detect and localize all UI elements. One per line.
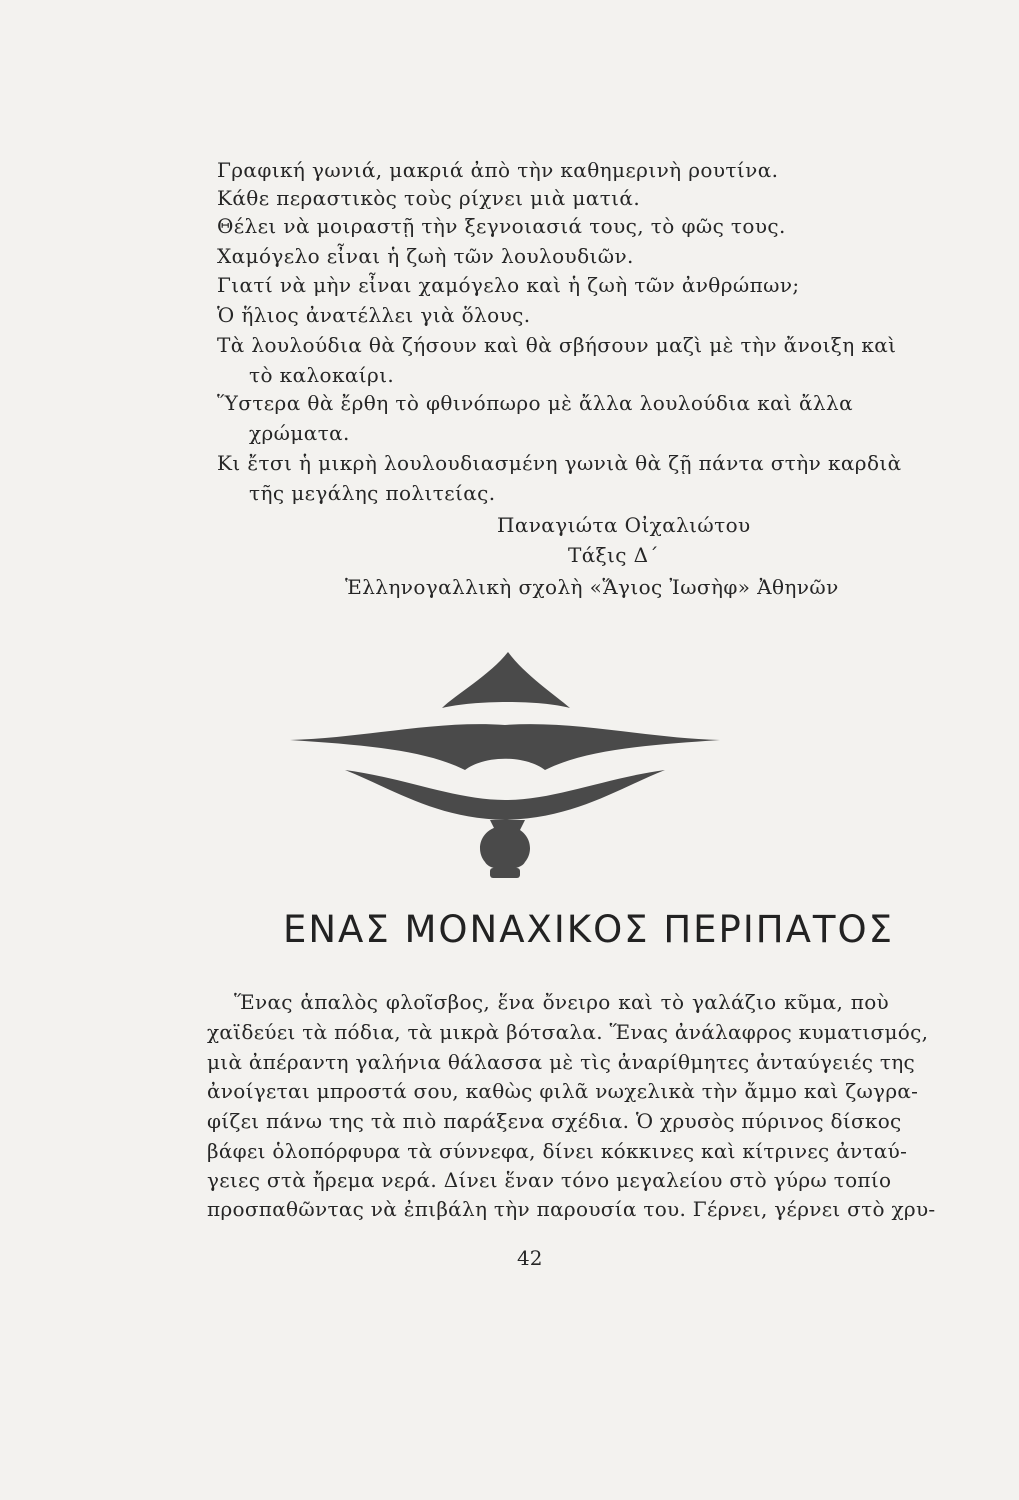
poem-line: Χαμόγελο εἶναι ἡ ζωὴ τῶν λουλουδιῶν. [217, 244, 634, 268]
decorative-vignette-icon [285, 650, 725, 890]
poem-line: Κάθε περαστικὸς τοὺς ρίχνει μιὰ ματιά. [217, 186, 641, 210]
ornament-lower-wing [345, 770, 665, 820]
poem-line: τὸ καλοκαίρι. [249, 363, 395, 387]
article-line: χαϊδεύει τὰ πόδια, τὰ μικρὰ βότσαλα. Ἕνας ἀνάλαφρος κυματισμός, [207, 1020, 929, 1044]
poem-line: Κι ἔτσι ἡ μικρὴ λουλουδιασμένη γωνιὰ θὰ ζῇ πάντα στὴν καρδιὰ [217, 451, 902, 475]
poem-line: Ὕστερα θὰ ἔρθη τὸ φθινόπωρο μὲ ἄλλα λουλούδια καὶ ἄλλα [217, 391, 853, 415]
article-line: ἀνοίγεται μπροστά σου, καθὼς φιλᾶ νωχελικὰ τὴν ἄμμο καὶ ζωγρα- [207, 1079, 919, 1103]
article-title: ΕΝΑΣ ΜΟΝΑΧΙΚΟΣ ΠΕΡΙΠΑΤΟΣ [283, 908, 894, 951]
poem-line: χρώματα. [249, 421, 350, 445]
page-number: 42 [517, 1246, 543, 1270]
article-line: Ἕνας ἁπαλὸς φλοῖσβος, ἕνα ὄνειρο καὶ τὸ γαλάζιο κῦμα, ποὺ [234, 990, 889, 1014]
author-class: Τάξις Δ΄ [568, 543, 659, 567]
ornament-base [480, 826, 530, 870]
poem-line: τῆς μεγάλης πολιτείας. [249, 481, 496, 505]
ornament-foot [490, 868, 520, 878]
ornament-upper-wing [290, 724, 720, 770]
article-line: γειες στὰ ἤρεμα νερά. Δίνει ἕναν τόνο μεγαλείου στὸ γύρω τοπίο [207, 1168, 892, 1192]
school-name: Ἑλληνογαλλικὴ σχολὴ «Ἅγιος Ἰωσὴφ» Ἀθηνῶν [345, 575, 839, 599]
article-line: προσπαθῶντας νὰ ἐπιβάλη τὴν παρουσία του. Γέρνει, γέρνει στὸ χρυ- [207, 1197, 936, 1221]
poem-line: Γιατί νὰ μὴν εἶναι χαμόγελο καὶ ἡ ζωὴ τῶν ἀνθρώπων; [217, 273, 800, 297]
poem-line: Τὰ λουλούδια θὰ ζήσουν καὶ θὰ σβήσουν μαζὶ μὲ τὴν ἄνοιξη καὶ [217, 333, 897, 357]
article-line: φίζει πάνω της τὰ πιὸ παράξενα σχέδια. Ὁ χρυσὸς πύρινος δίσκος [207, 1109, 902, 1133]
poem-line: Γραφική γωνιά, μακριά ἀπὸ τὴν καθημερινὴ ρουτίνα. [217, 158, 779, 182]
author-name: Παναγιώτα Οἰχαλιώτου [497, 513, 751, 537]
poem-line: Θέλει νὰ μοιραστῇ τὴν ξεγνοιασιά τους, τὸ φῶς τους. [217, 214, 786, 238]
poem-line: Ὁ ἥλιος ἀνατέλλει γιὰ ὅλους. [217, 303, 531, 327]
article-line: βάφει ὁλοπόρφυρα τὰ σύννεφα, δίνει κόκκινες καὶ κίτρινες ἀνταύ- [207, 1139, 908, 1163]
ornament-drop [442, 652, 570, 708]
article-line: μιὰ ἀπέραντη γαλήνια θάλασσα μὲ τὶς ἀναρίθμητες ἀνταύγειές της [207, 1050, 916, 1074]
